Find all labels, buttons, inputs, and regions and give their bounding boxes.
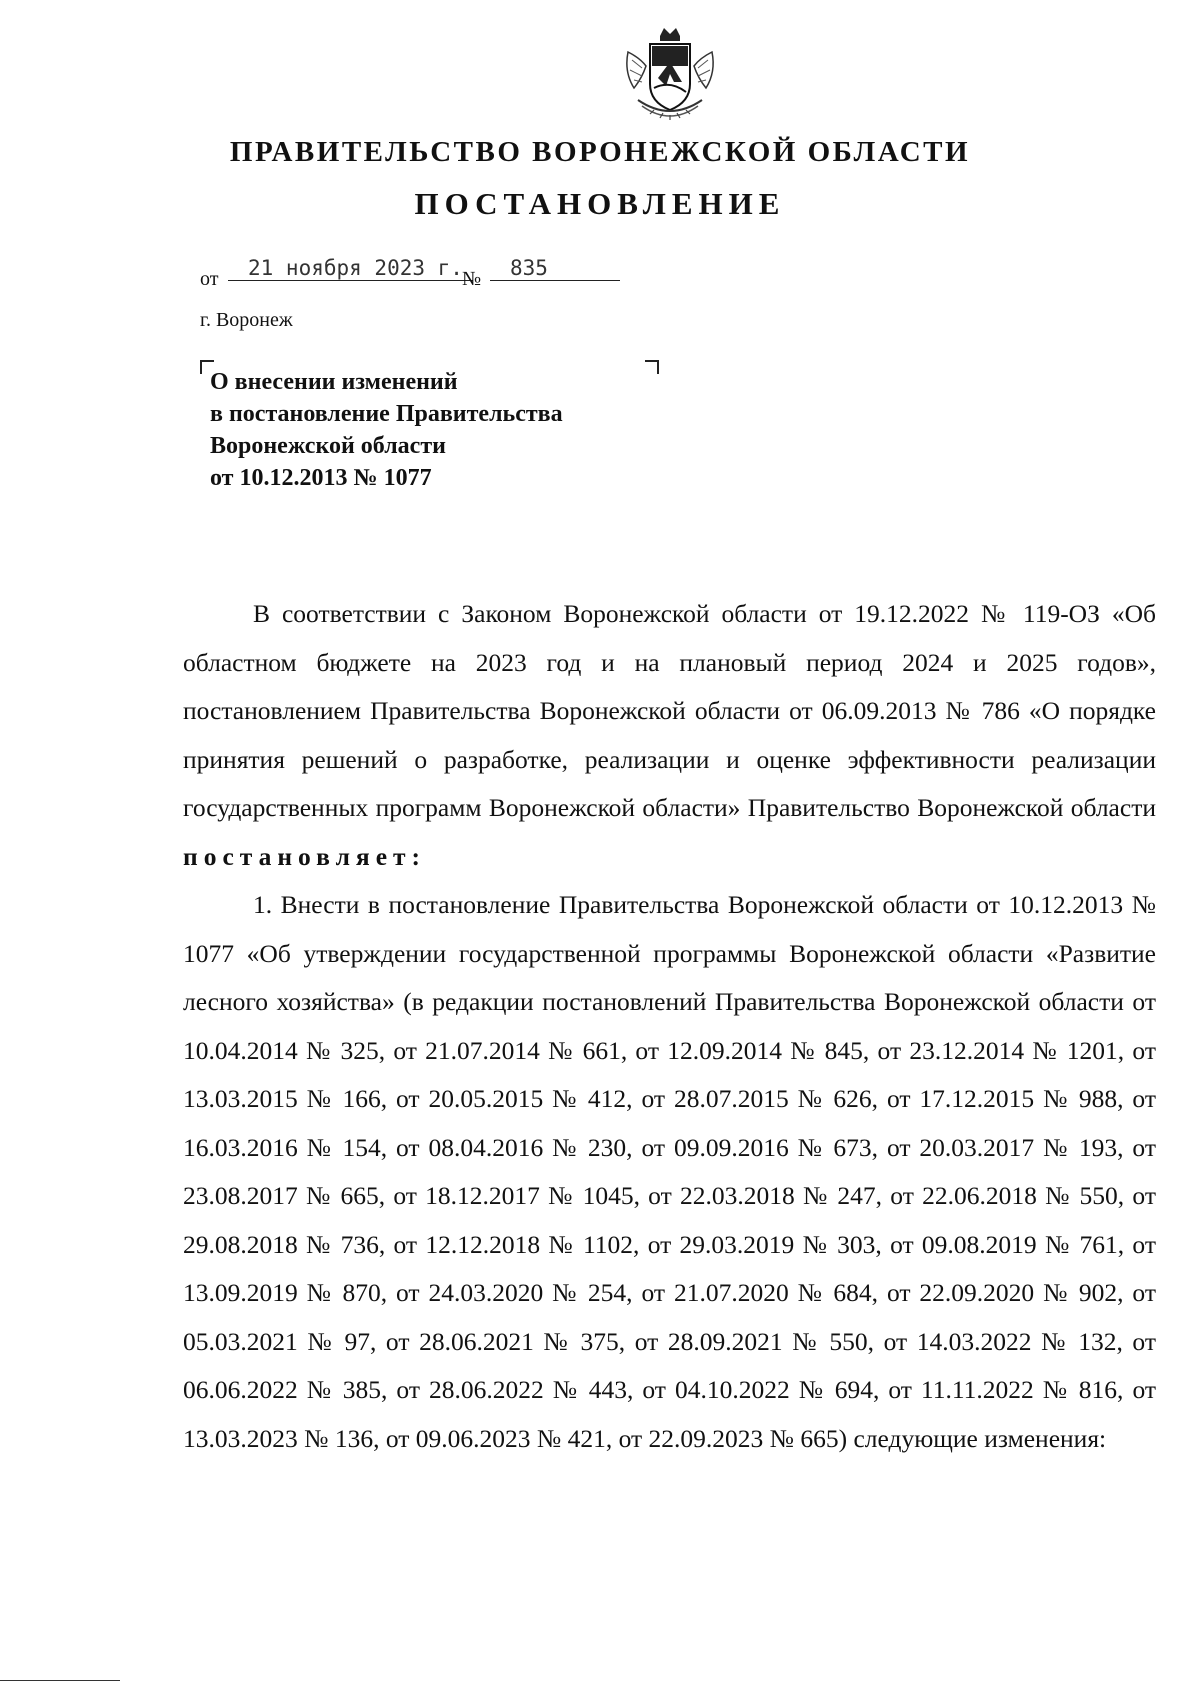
- coat-of-arms-icon: [620, 22, 720, 128]
- document-type: ПОСТАНОВЛЕНИЕ: [414, 186, 786, 221]
- document-date: 21 ноября 2023 г.: [228, 256, 473, 281]
- preamble-paragraph: [183, 590, 1156, 881]
- document-subject: [210, 366, 563, 494]
- document-body: [183, 590, 1156, 1463]
- clause-1-text: 1. Внести в постановление Правительства Воронежской области от 10.12.2013 № 1077 «Об утверждении государственной программы Воронежской области «Развитие лесного хозяйства» (в редакции постановлений Правительства Воронежской области от 10.04.2014 № 325, от 21.07.2014 № 661, от 12.09.2014 № 845, от 23.12.2014 № 1201, от 13.03.2015 № 166, от 20.05.2015 № 412, от 28.07.2015 № 626, от 17.12.2015 № 988, от 16.03.2016 № 154, от 08.04.2016 № 230, от 09.09.2016 № 673, от 20.03.2017 № 193, от 23.08.2017 № 665, от 18.12.2017 № 1045, от 22.03.2018 № 247, от 22.06.2018 № 550, от 29.08.2018 № 736, от 12.12.2018 № 1102, от 29.03.2019 № 303, от 09.08.2019 № 761, от 13.09.2019 № 870, от 24.03.2020 № 254, от 21.07.2020 № 684, от 22.09.2020 № 902, от 05.03.2021 № 97, от 28.06.2021 № 375, от 28.09.2021 № 550, от 14.03.2022 № 132, от 06.06.2022 № 385, от 28.06.2022 № 443, от 04.10.2022 № 694, от 11.11.2022 № 816, от 13.03.2023 № 136, от 09.06.2023 № 421, от 22.09.2023 № 665) следующие изменения:: [183, 890, 1156, 1453]
- subject-line: в постановление Правительства: [210, 401, 563, 427]
- subject-line: О внесении изменений: [210, 369, 458, 395]
- preamble-text: В соответствии с Законом Воронежской области от 19.12.2022 № 119-ОЗ «Об областном бюджете на 2023 год и на плановый период 2024 и 2025 годов», постановлением Правительства Воронежской области от 06.09.2013 № 786 «О порядке принятия решений о разработке, реализации и оценке эффективности реализации государственных программ Воронежской области» Правительство Воронежской области: [183, 599, 1156, 822]
- city-name: г. Воронеж: [200, 309, 293, 331]
- number-prefix: №: [462, 268, 482, 290]
- subject-line: от 10.12.2013 № 1077: [210, 465, 432, 491]
- subject-bracket-right: [645, 360, 659, 374]
- subject-line: Воронежской области: [210, 433, 446, 459]
- government-title: ПРАВИТЕЛЬСТВО ВОРОНЕЖСКОЙ ОБЛАСТИ: [229, 136, 971, 168]
- date-number-line: [200, 256, 680, 290]
- clause-1-paragraph: [183, 881, 1156, 1463]
- date-prefix: от: [200, 268, 219, 290]
- footer-rule: [0, 1680, 120, 1681]
- resolves-keyword: постановляет:: [183, 841, 427, 871]
- document-number: 835: [490, 256, 620, 281]
